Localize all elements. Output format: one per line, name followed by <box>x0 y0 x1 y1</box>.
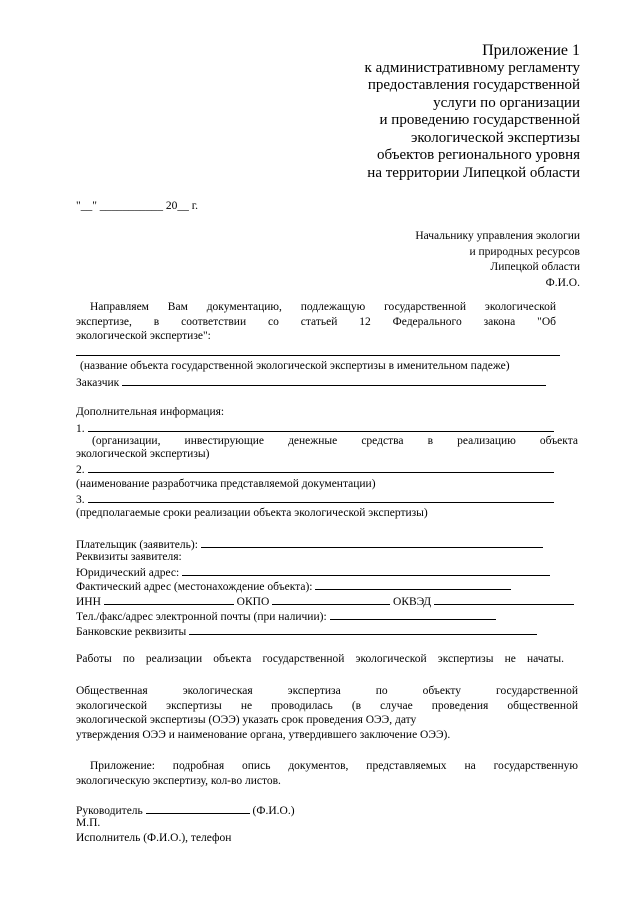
works-not-started: Работы по реализации объекта государственной экологической экспертизы не начаты. <box>76 653 564 665</box>
timeline-field[interactable] <box>88 491 554 503</box>
header-line: объектов регионального уровня <box>377 147 580 163</box>
inn-label: ИНН <box>76 596 101 608</box>
item-number: 2. <box>76 464 85 476</box>
customer-label: Заказчик <box>76 377 120 389</box>
additional-item-2 <box>76 461 554 478</box>
header-line: на территории Липецкой области <box>367 164 580 181</box>
appendix-header <box>280 42 580 182</box>
item-number: 3. <box>76 494 85 506</box>
item1-hint-line: экологической экспертизы) <box>76 448 210 460</box>
bank-row <box>76 623 537 640</box>
item3-hint: (предполагаемые сроки реализации объекта экологической экспертизы) <box>76 507 428 519</box>
header-line: и проведению государственной <box>379 112 580 128</box>
addressee-line: Ф.И.О. <box>545 276 580 289</box>
paragraph-line: экологической экспертизы (ОЭЭ) указать срок проведения ОЭЭ, дату <box>76 714 417 726</box>
date-line: "__" ___________ 20__ г. <box>76 200 199 212</box>
requisites-label: Реквизиты заявителя: <box>76 551 182 563</box>
addressee-line: Липецкой области <box>490 261 580 273</box>
intro-line: Направляем Вам документацию, подлежащую государственной экологической <box>90 301 556 313</box>
object-name-field[interactable] <box>76 355 560 356</box>
object-name-hint: (название объекта государственной экологической экспертизы в именительном падеже) <box>80 360 510 372</box>
header-line: предоставления государственной <box>367 77 580 93</box>
paragraph-line: утверждения ОЭЭ и наименование органа, утвердившего заключение ОЭЭ). <box>76 728 451 741</box>
attachment-paragraph <box>76 759 578 788</box>
paragraph-line: Общественная экологическая экспертиза по объекту государственной <box>76 685 578 697</box>
contacts-field[interactable] <box>330 608 496 620</box>
okved-field[interactable] <box>434 593 574 605</box>
addressee-line: Начальнику управления экологии <box>415 230 580 242</box>
contacts-label: Тел./факс/адрес электронной почты (при наличии): <box>76 611 327 623</box>
okpo-label: ОКПО <box>236 596 270 608</box>
investors-field[interactable] <box>88 420 554 432</box>
payer-field[interactable] <box>201 536 543 548</box>
bank-field[interactable] <box>189 623 537 635</box>
paragraph-line: экологическую экспертизу, кол-во листов. <box>76 774 281 787</box>
developer-field[interactable] <box>88 461 554 473</box>
actual-address-label: Фактический адрес (местонахождение объекта): <box>76 581 313 593</box>
paragraph-line: экологической экспертизы не проводилась (в случае проведения общественной <box>76 699 578 712</box>
header-line: экологической экспертизы <box>410 129 580 146</box>
customer-row <box>76 374 546 391</box>
head-signature-row <box>76 802 295 819</box>
okpo-field[interactable] <box>272 593 390 605</box>
payer-label: Плательщик (заявитель): <box>76 539 198 551</box>
item-number: 1. <box>76 423 85 435</box>
actual-address-field[interactable] <box>315 578 511 590</box>
head-signature-field[interactable] <box>146 802 250 814</box>
legal-address-label: Юридический адрес: <box>76 567 180 579</box>
paragraph-line: Приложение: подробная опись документов, представляемых на государственную <box>90 760 578 772</box>
head-label: Руководитель <box>76 805 143 817</box>
executor-label: Исполнитель (Ф.И.О.), телефон <box>76 832 232 844</box>
header-line: к административному регламенту <box>364 59 580 76</box>
header-line: услуги по организации <box>433 94 580 111</box>
addressee-line: и природных ресурсов <box>469 245 580 258</box>
bank-label: Банковские реквизиты <box>76 626 187 638</box>
public-expertise-paragraph <box>76 684 578 742</box>
okved-label: ОКВЭД <box>393 596 432 608</box>
stamp-label: М.П. <box>76 817 101 829</box>
intro-line: экспертизе, в соответствии со статьей 12 Федерального закона "Об <box>76 315 556 328</box>
legal-address-field[interactable] <box>182 564 550 576</box>
item1-hint-line: (организации, инвестирующие денежные средства в реализацию объекта <box>92 435 578 447</box>
head-name: (Ф.И.О.) <box>252 805 295 817</box>
additional-info-title: Дополнительная информация: <box>76 406 225 418</box>
appendix-title: Приложение 1 <box>482 42 580 59</box>
inn-field[interactable] <box>104 593 234 605</box>
intro-paragraph <box>76 300 556 344</box>
customer-field[interactable] <box>122 374 546 386</box>
addressee-block <box>320 229 580 291</box>
intro-line: экологической экспертизе": <box>76 330 211 342</box>
item2-hint: (наименование разработчика представляемой документации) <box>76 478 376 490</box>
